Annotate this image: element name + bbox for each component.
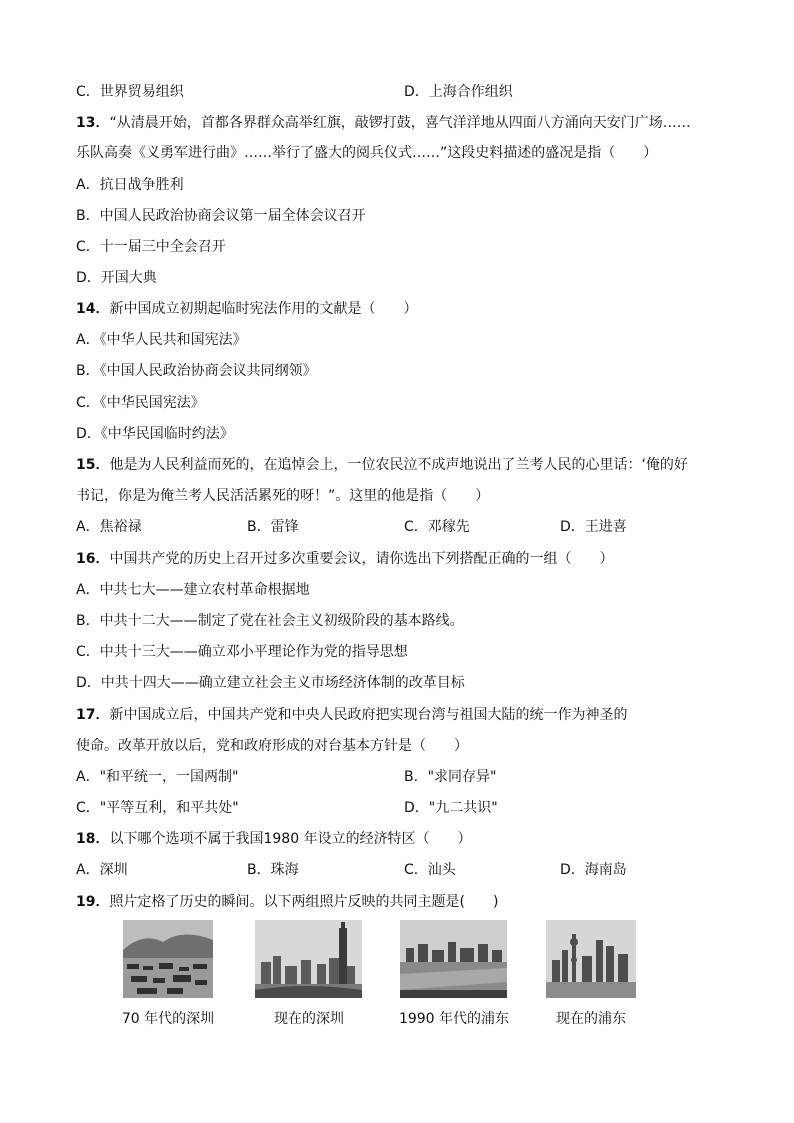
q18-stem: 18．以下哪个选项不属于我国1980 年设立的经济特区（ ） <box>76 831 472 847</box>
q18-option-a: A．深圳 <box>76 862 128 878</box>
q15-option-d: D．王进喜 <box>560 519 627 535</box>
q14-option-b: B．《中国人民政治协商会议共同纲领》 <box>76 363 317 379</box>
caption-pudong-now: 现在的浦东 <box>556 1011 626 1027</box>
q18-option-c: C．汕头 <box>404 862 456 878</box>
q16-option-d: D．中共十四大——确立建立社会主义市场经济体制的改革目标 <box>76 675 465 691</box>
q19-stem: 19．照片定格了历史的瞬间。以下两组照片反映的共同主题是( ) <box>76 894 499 910</box>
q16-stem: 16．中国共产党的历史上召开过多次重要会议，请你选出下列搭配正确的一组（ ） <box>76 551 614 567</box>
q18-option-b: B．珠海 <box>247 862 299 878</box>
q14-option-a: A．《中华人民共和国宪法》 <box>76 332 247 348</box>
q14-option-d: D．《中华民国临时约法》 <box>76 426 234 442</box>
q17-option-a: A．"和平统一，一国两制" <box>76 769 239 785</box>
q13-number: 13． <box>76 115 110 131</box>
q16-option-b: B．中共十二大——制定了党在社会主义初级阶段的基本路线。 <box>76 613 464 629</box>
q13-option-a: A．抗日战争胜利 <box>76 177 184 193</box>
q16-option-c: C．中共十三大——确立邓小平理论作为党的指导思想 <box>76 644 408 660</box>
q13-stem-line2: 乐队高奏《义勇军进行曲》……举行了盛大的阅兵仪式……”这段史料描述的盛况是指（ ） <box>76 145 658 161</box>
q18-option-d: D．海南岛 <box>560 862 627 878</box>
q15-stem-line2: 书记，你是为俺兰考人民活活累死的呀！”。这里的他是指（ ） <box>76 488 490 504</box>
q13-option-d: D．开国大典 <box>76 270 157 286</box>
q17-option-d: D．"九二共识" <box>404 800 498 816</box>
q17-option-b: B．"求同存异" <box>404 769 497 785</box>
q14-option-c: C．《中华民国宪法》 <box>76 395 205 411</box>
q18-number: 18． <box>76 831 110 847</box>
q12-option-d: D．上海合作组织 <box>404 84 513 100</box>
q13-stem-line1: 13．“从清晨开始，首都各界群众高举红旗，敲锣打鼓，喜气洋洋地从四面八方涌向天安门广场…… <box>76 115 691 131</box>
photo-pudong-1990s <box>400 920 507 998</box>
q14-stem: 14．新中国成立初期起临时宪法作用的文献是（ ） <box>76 301 418 317</box>
caption-shenzhen-now: 现在的深圳 <box>274 1011 344 1027</box>
q19-number: 19． <box>76 894 110 910</box>
q17-stem-line2: 使命。改革开放以后，党和政府形成的对台基本方针是（ ） <box>76 738 468 754</box>
q17-stem-line1: 17．新中国成立后，中国共产党和中央人民政府把实现台湾与祖国大陆的统一作为神圣的 <box>76 707 628 723</box>
photo-shenzhen-1970s <box>123 920 213 998</box>
q16-option-a: A．中共七大——建立农村革命根据地 <box>76 582 310 598</box>
q15-option-a: A．焦裕禄 <box>76 519 142 535</box>
q15-number: 15． <box>76 457 110 473</box>
q15-stem-line1: 15．他是为人民利益而死的，在追悼会上，一位农民泣不成声地说出了兰考人民的心里话：‘俺的好 <box>76 457 688 473</box>
q17-option-c: C．"平等互利，和平共处" <box>76 800 239 816</box>
q15-option-b: B．雷锋 <box>247 519 299 535</box>
q16-number: 16． <box>76 551 110 567</box>
q13-option-c: C．十一届三中全会召开 <box>76 239 226 255</box>
photo-shenzhen-now <box>255 920 362 998</box>
q13-option-b: B．中国人民政治协商会议第一届全体会议召开 <box>76 208 366 224</box>
q14-number: 14． <box>76 301 110 317</box>
caption-pudong-1990s: 1990 年代的浦东 <box>398 1011 510 1027</box>
photo-pudong-now <box>546 920 636 998</box>
q15-option-c: C．邓稼先 <box>404 519 470 535</box>
caption-shenzhen-1970s: 70 年代的深圳 <box>121 1011 215 1027</box>
q17-number: 17． <box>76 707 110 723</box>
q12-option-c: C．世界贸易组织 <box>76 84 184 100</box>
